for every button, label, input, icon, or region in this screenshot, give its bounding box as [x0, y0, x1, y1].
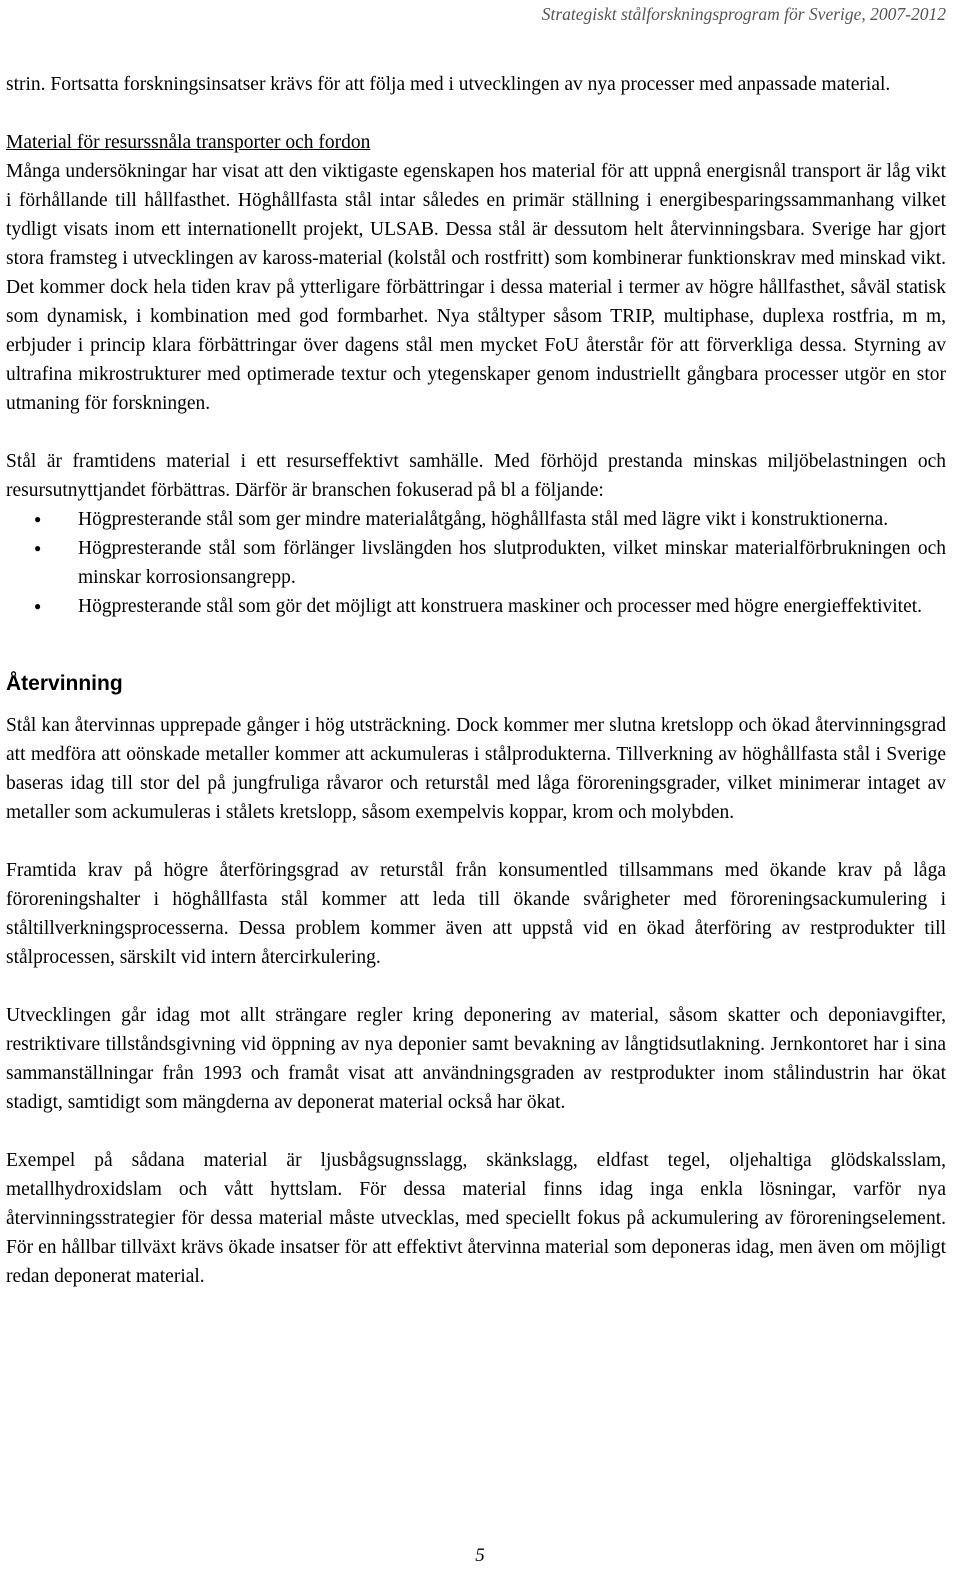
paragraph-deposition: Utvecklingen går idag mot allt strängare regler kring deponering av material, såsom skatter och deponiavgifter, restriktivare tillståndsgivning vid öppning av nya deponier samt bevakning av långtidsutlakning. Jernkontoret har i sina sammanställningar från 1993 och framåt visat att användningsgraden av restprodukter inom stålindustrin har ökat stadigt, samtidigt som mängderna av deponerat material också har ökat. — [6, 1005, 946, 1113]
section-heading: Återvinning — [6, 672, 123, 695]
paragraph-transport: Många undersökningar har visat att den viktigaste egenskapen hos material för att uppnå energisnål transport är låg vikt i förhållande till hållfasthet. Höghållfasta stål intar således en primär ställning i energibesparingssammanhang vilket tydligt visats inom ett internationellt projekt, ULSAB. Dessa stål är dessutom helt återvinningsbara. Sverige har gjort stora framsteg i utvecklingen av kaross-material (kolstål och rostfritt) som kombinerar funktionskrav med minskad vikt. Det kommer dock hela tiden krav på ytterligare förbättringar i dessa material i termer av högre hållfasthet, såväl statisk som dynamisk, i kombination med god formbarhet. Nya ståltyper såsom TRIP, multiphase, duplexa rostfria, m m, erbjuder i princip klara förbättringar över dagens stål men mycket FoU återstår för att förverkliga dessa. Styrning av ultrafina mikrostrukturer med optimerade textur och ytegenskaper genom industriellt gångbara processer utgör en stor utmaning för forskningen. — [6, 161, 946, 414]
paragraph-examples: Exempel på sådana material är ljusbågsugnsslagg, skänkslagg, eldfast tegel, oljehaltiga glödskalsslam, metallhydroxidslam och vått hyttslam. För dessa material finns idag inga enkla lösningar, varför nya återvinningsstrategier för dessa material måste utvecklas, med speciellt fokus på ackumulering av föroreningselement. För en hållbar tillväxt krävs ökade insatser för att effektivt återvinna material som deponeras idag, men även om möjligt redan deponerat material. — [6, 1150, 946, 1287]
bullet-icon: ● — [34, 512, 42, 526]
list-item — [6, 592, 946, 621]
list-item — [6, 534, 946, 592]
paragraph-future-material: Stål är framtidens material i ett resurseffektivt samhälle. Med förhöjd prestanda minskas miljöbelastningen och resursutnyttjandet förbättras. Därför är branschen fokuserad på bl a följande: — [6, 451, 946, 501]
body-text — [6, 70, 946, 1291]
bullet-icon: ● — [34, 541, 42, 555]
paragraph-continuation: strin. Fortsatta forskningsinsatser krävs för att följa med i utvecklingen av nya processer med anpassade material. — [6, 74, 891, 95]
paragraph-recycling: Stål kan återvinnas upprepade gånger i hög utsträckning. Dock kommer mer slutna kretslopp och ökad återvinningsgrad att medföra att oönskade metaller kommer att ackumuleras i stålprodukterna. Tillverkning av höghållfasta stål i Sverige baseras idag till stor del på jungfruliga råvaror och returstål med låga föroreningsgrader, vilket minimerar intaget av metaller som ackumuleras i stålets kretslopp, såsom exempelvis koppar, krom och molybden. — [6, 715, 946, 823]
bullet-list — [6, 505, 946, 621]
list-item-text: Högpresterande stål som ger mindre materialåtgång, höghållfasta stål med lägre vikt i konstruktionerna. — [78, 509, 889, 530]
subheading: Material för resurssnåla transporter och fordon — [6, 132, 371, 153]
running-header: Strategiskt stålforskningsprogram för Sverige, 2007-2012 — [541, 4, 946, 24]
page-number: 5 — [475, 1545, 485, 1566]
paragraph-future-demands: Framtida krav på högre återföringsgrad av returstål från konsumentled tillsammans med ökande krav på låga föroreningshalter i höghållfasta stål kommer att leda till ökande svårigheter med föroreningsackumulering i ståltillverkningsprocesserna. Dessa problem kommer även att uppstå vid en ökad återföring av restprodukter till stålprocessen, särskilt vid intern återcirkulering. — [6, 860, 946, 968]
bullet-icon: ● — [34, 599, 42, 613]
list-item-text: Högpresterande stål som gör det möjligt att konstruera maskiner och processer med högre energieffektivitet. — [78, 596, 923, 617]
list-item-text: Högpresterande stål som förlänger livslängden hos slutprodukten, vilket minskar materialförbrukningen och minskar korrosionsangrepp. — [78, 538, 946, 588]
list-item — [6, 505, 946, 534]
